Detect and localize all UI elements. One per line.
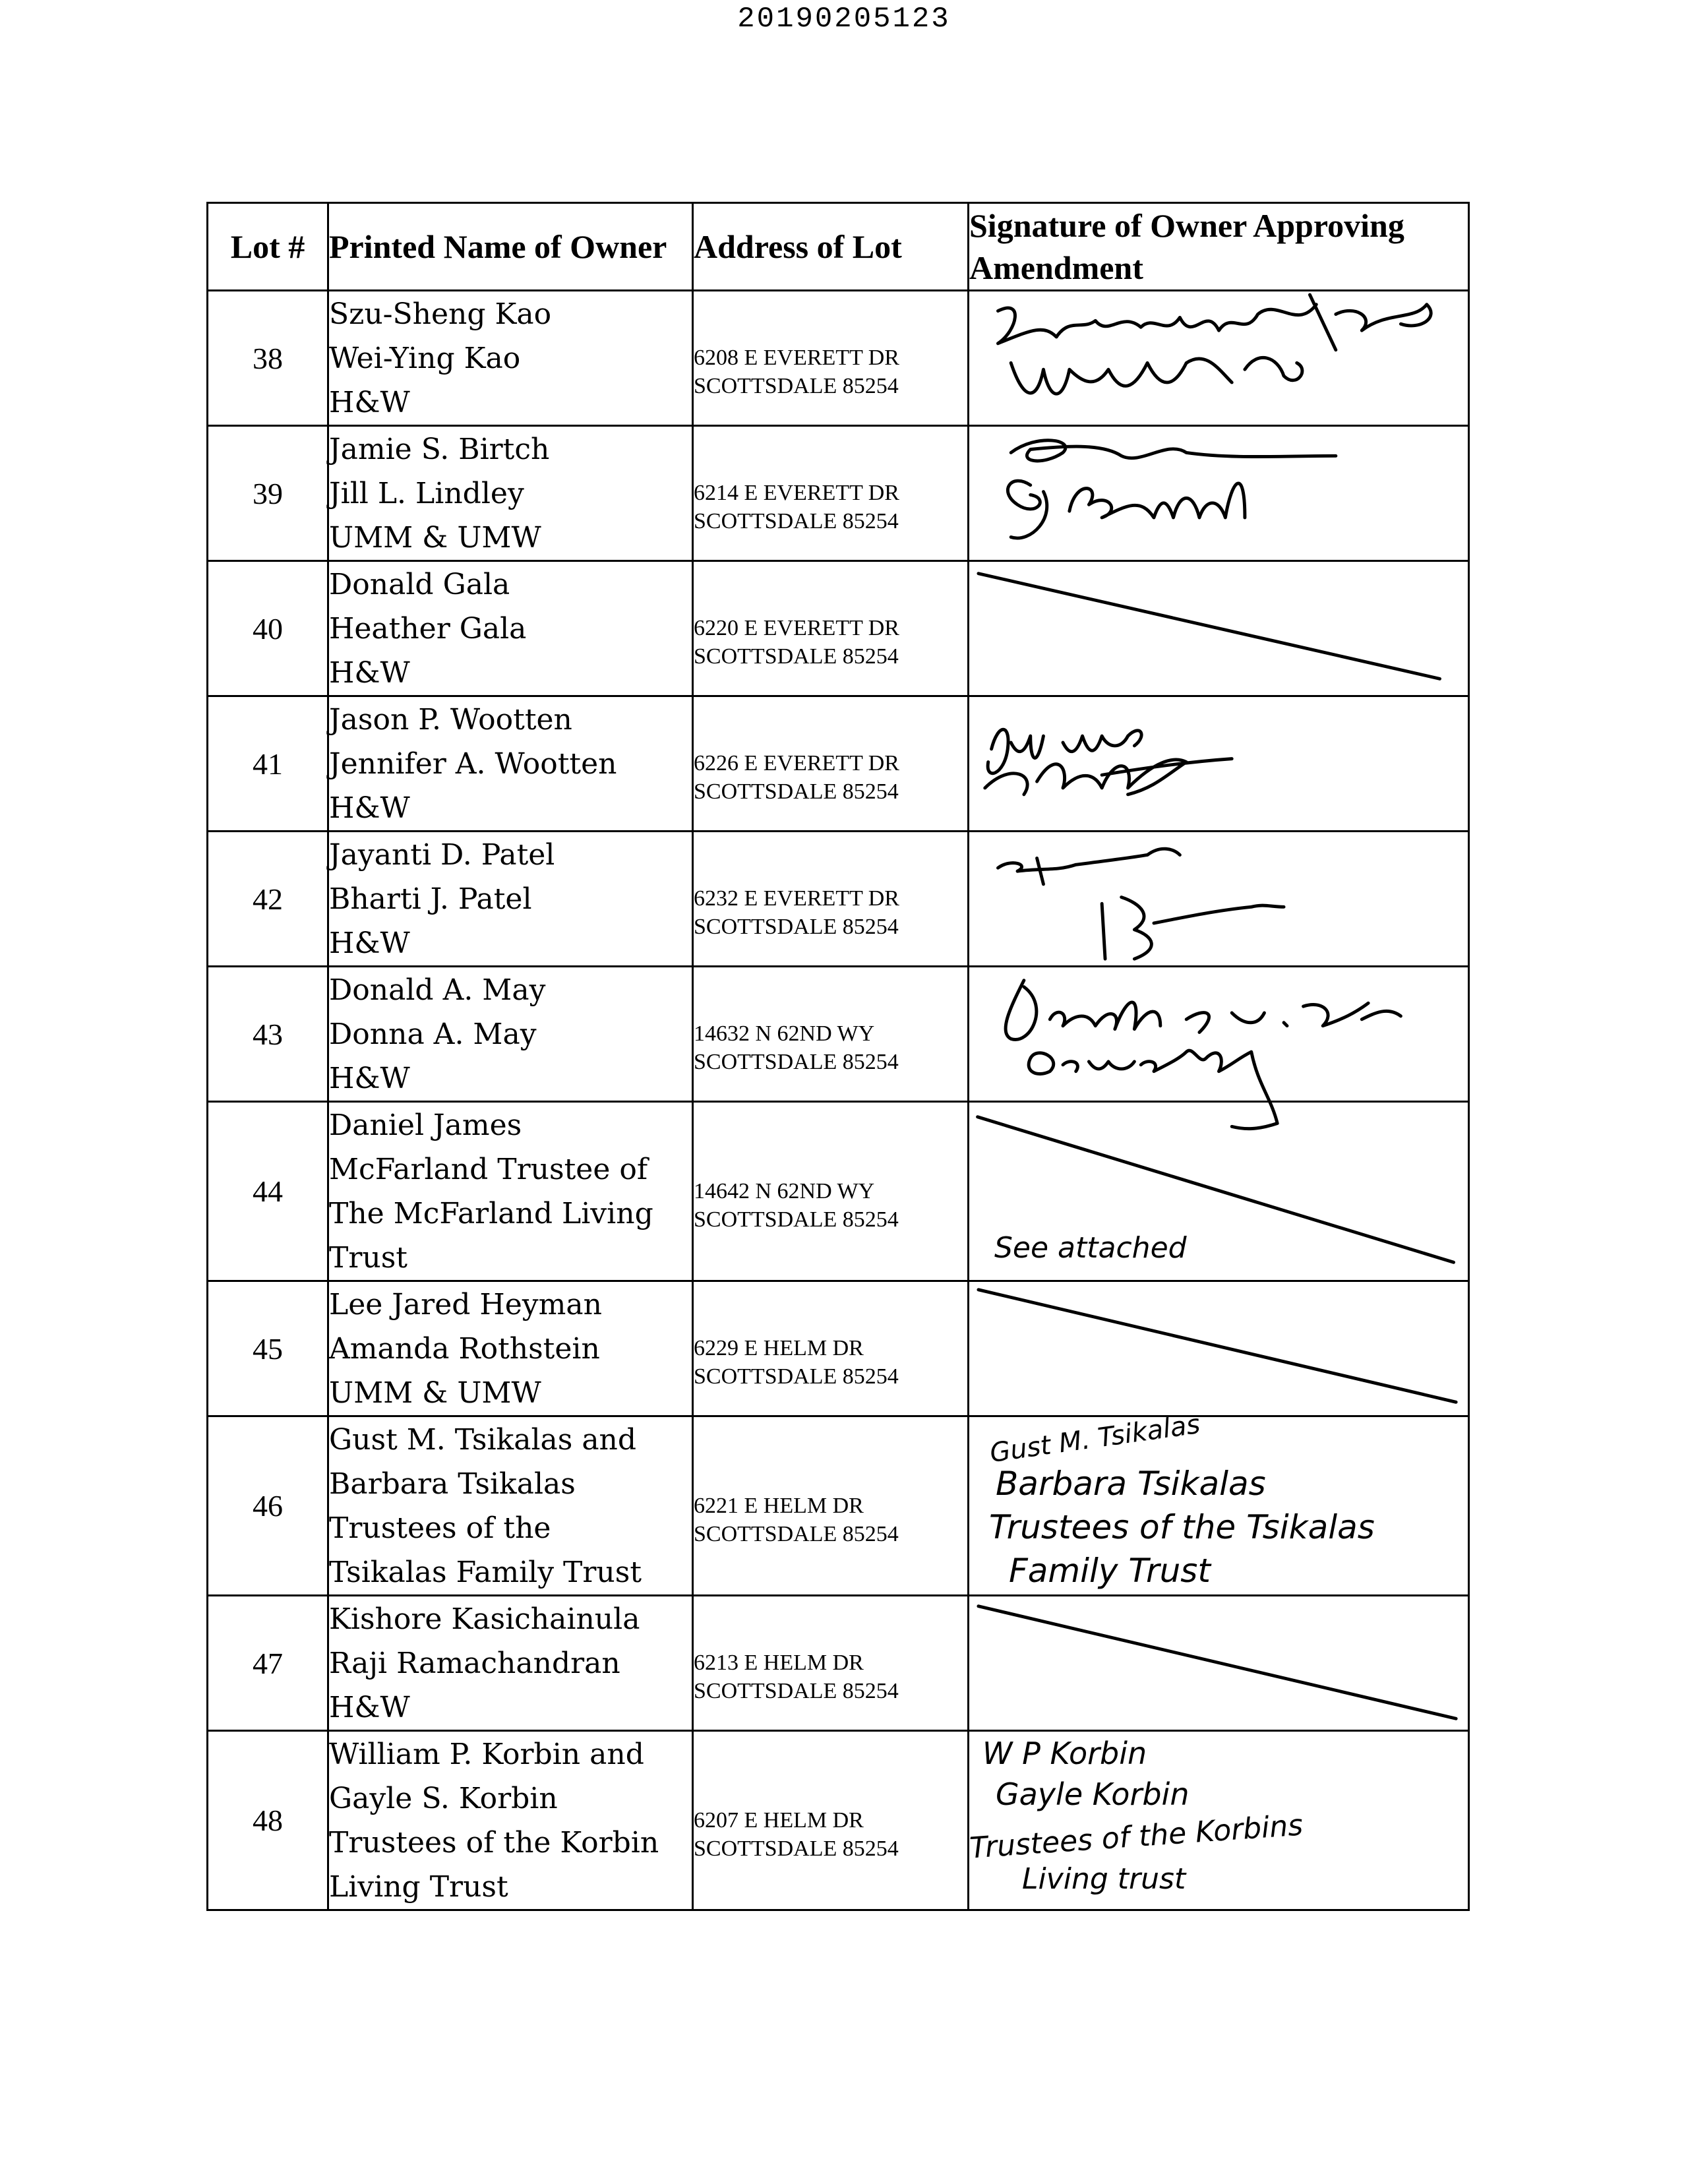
- owner-names: Donald A. May Donna A. May H&W: [328, 967, 693, 1102]
- header-address: Address of Lot: [693, 203, 969, 291]
- signature-image: [969, 291, 1468, 425]
- owner-names: Donald Gala Heather Gala H&W: [328, 561, 693, 696]
- lot-address: 6226 E EVERETT DR SCOTTSDALE 85254: [693, 696, 969, 832]
- lot-number: 40: [208, 561, 328, 696]
- document-number: 20190205123: [737, 3, 951, 36]
- handwritten-line: Gayle Korbin: [996, 1776, 1190, 1812]
- owner-signature: [969, 832, 1469, 967]
- lot-address: 6232 E EVERETT DR SCOTTSDALE 85254: [693, 832, 969, 967]
- signature-image: [969, 832, 1468, 965]
- lot-number: 39: [208, 426, 328, 561]
- lot-address: 14632 N 62ND WY SCOTTSDALE 85254: [693, 967, 969, 1102]
- strike-line: [969, 1282, 1468, 1415]
- lot-address: 6208 E EVERETT DR SCOTTSDALE 85254: [693, 291, 969, 426]
- lot-number: 47: [208, 1596, 328, 1731]
- handwritten-line: Gust M. Tsikalas: [988, 1409, 1202, 1469]
- lot-number: 44: [208, 1102, 328, 1281]
- owner-signature: [969, 1102, 1469, 1281]
- header-name: Printed Name of Owner: [328, 203, 693, 291]
- lot-address: 6213 E HELM DR SCOTTSDALE 85254: [693, 1596, 969, 1731]
- handwritten-line: Barbara Tsikalas: [996, 1465, 1266, 1503]
- lot-address: 6214 E EVERETT DR SCOTTSDALE 85254: [693, 426, 969, 561]
- owner-signature: [969, 1281, 1469, 1416]
- table-row: [208, 561, 1469, 696]
- lot-number: 43: [208, 967, 328, 1102]
- table-row: [208, 967, 1469, 1102]
- lot-address: 6229 E HELM DR SCOTTSDALE 85254: [693, 1281, 969, 1416]
- header-row: [208, 203, 1469, 291]
- owner-names: Szu-Sheng Kao Wei-Ying Kao H&W: [328, 291, 693, 426]
- owner-names: Gust M. Tsikalas and Barbara Tsikalas Trustees of the Tsikalas Family Trust: [328, 1416, 693, 1596]
- owner-signature: [969, 696, 1469, 832]
- owner-names: Jayanti D. Patel Bharti J. Patel H&W: [328, 832, 693, 967]
- table-row: [208, 1281, 1469, 1416]
- lot-number: 38: [208, 291, 328, 426]
- strike-line: [969, 1596, 1468, 1730]
- handwritten-line: Family Trust: [1009, 1552, 1211, 1590]
- table-row: [208, 1596, 1469, 1731]
- owner-signature: [969, 426, 1469, 561]
- lot-address: 6221 E HELM DR SCOTTSDALE 85254: [693, 1416, 969, 1596]
- lot-address: 14642 N 62ND WY SCOTTSDALE 85254: [693, 1102, 969, 1281]
- table-row: [208, 291, 1469, 426]
- owner-signature: [969, 1731, 1469, 1910]
- lot-address: 6207 E HELM DR SCOTTSDALE 85254: [693, 1731, 969, 1910]
- owner-signature: [969, 561, 1469, 696]
- table-row: [208, 1731, 1469, 1910]
- signature-image: [969, 427, 1468, 560]
- table-row: [208, 832, 1469, 967]
- owner-names: William P. Korbin and Gayle S. Korbin Trustees of the Korbin Living Trust: [328, 1731, 693, 1910]
- handwritten-line: Living trust: [1022, 1862, 1186, 1896]
- handwritten-line: Trustees of the Tsikalas: [989, 1508, 1375, 1546]
- owner-signature: [969, 967, 1469, 1102]
- handwritten-note: See attached: [994, 1231, 1187, 1265]
- lot-owner-table: [206, 202, 1470, 1911]
- strike-line: [969, 562, 1468, 695]
- table-row: [208, 1416, 1469, 1596]
- handwritten-line: Trustees of the Korbins: [968, 1808, 1304, 1866]
- owner-names: Kishore Kasichainula Raji Ramachandran H&W: [328, 1596, 693, 1731]
- table-row: [208, 1102, 1469, 1281]
- owner-names: Lee Jared Heyman Amanda Rothstein UMM & UMW: [328, 1281, 693, 1416]
- handwritten-line: W P Korbin: [982, 1736, 1147, 1771]
- owner-signature: [969, 291, 1469, 426]
- table-row: [208, 696, 1469, 832]
- lot-address: 6220 E EVERETT DR SCOTTSDALE 85254: [693, 561, 969, 696]
- lot-number: 41: [208, 696, 328, 832]
- header-lot: Lot #: [208, 203, 328, 291]
- lot-number: 48: [208, 1731, 328, 1910]
- owner-names: Daniel James McFarland Trustee of The McFarland Living Trust: [328, 1102, 693, 1281]
- table-row: [208, 426, 1469, 561]
- lot-number: 46: [208, 1416, 328, 1596]
- owner-names: Jason P. Wootten Jennifer A. Wootten H&W: [328, 696, 693, 832]
- signature-image: [969, 697, 1468, 830]
- owner-signature: [969, 1409, 1469, 1596]
- header-signature: Signature of Owner Approving Amendment: [969, 203, 1469, 291]
- lot-number: 42: [208, 832, 328, 967]
- owner-signature: [969, 1596, 1469, 1731]
- lot-number: 45: [208, 1281, 328, 1416]
- owner-names: Jamie S. Birtch Jill L. Lindley UMM & UMW: [328, 426, 693, 561]
- signature-image: [969, 967, 1468, 1101]
